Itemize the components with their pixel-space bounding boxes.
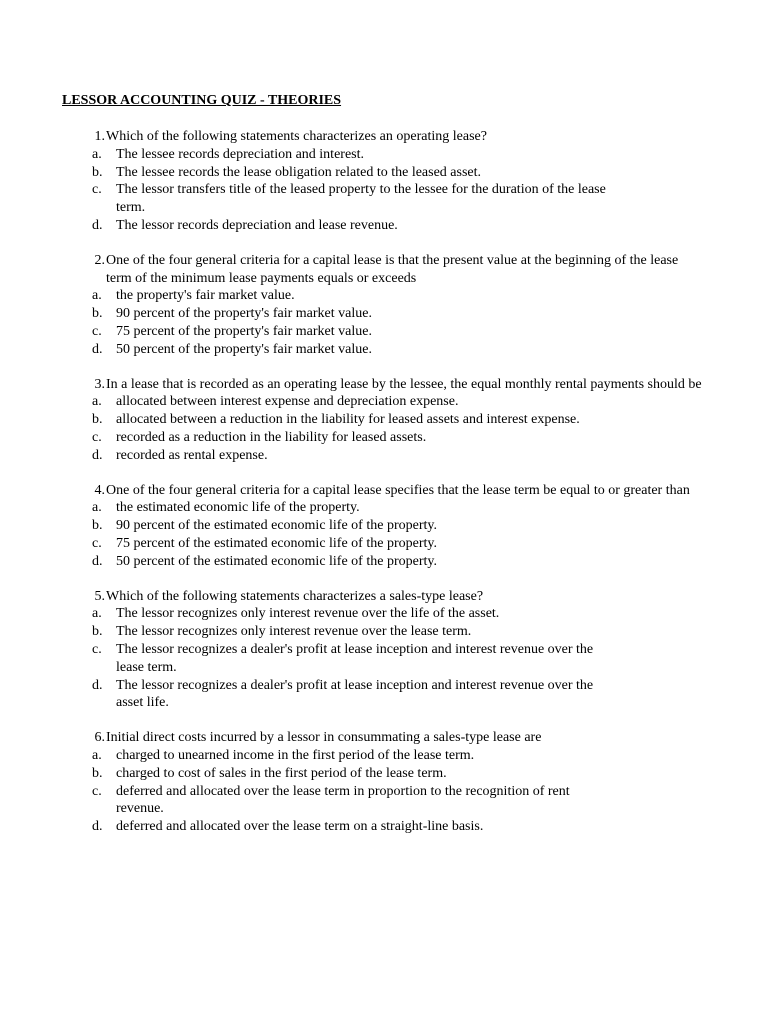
question-number: 5. [94, 588, 105, 604]
choice-text: The lessor recognizes a dealer's profit at lease inception and interest revenue over the lease term. [116, 641, 594, 675]
question-number: 3. [94, 376, 105, 392]
choice-item [62, 393, 702, 411]
choice-letter: b. [92, 164, 103, 180]
choice-text: charged to unearned income in the first period of the lease term. [116, 747, 475, 763]
choice-text: The lessor transfers title of the leased property to the lessee for the duration of the lease term. [116, 182, 606, 216]
choice-item [62, 305, 702, 323]
choice-item [62, 677, 702, 713]
choice-item [62, 747, 702, 765]
choice-text: 50 percent of the property's fair market value. [116, 341, 372, 357]
choice-letter: a. [92, 394, 102, 410]
choice-text: 75 percent of the estimated economic life of the property. [116, 535, 437, 551]
choice-text: 75 percent of the property's fair market value. [116, 323, 372, 339]
choice-letter: d. [92, 819, 103, 835]
choice-letter: b. [92, 518, 103, 534]
choice-item [62, 341, 702, 359]
choice-item [62, 553, 702, 571]
document-page [62, 92, 702, 853]
choice-text: the property's fair market value. [116, 288, 295, 304]
choice-text: The lessor recognizes a dealer's profit at lease inception and interest revenue over the asset life. [116, 677, 594, 711]
choice-letter: b. [92, 412, 103, 428]
choice-item [62, 411, 702, 429]
choice-item [62, 164, 702, 182]
choice-text: deferred and allocated over the lease term in proportion to the recognition of rent revenue. [116, 783, 570, 817]
choice-item [62, 429, 702, 447]
choice-letter: c. [92, 641, 102, 657]
question-4 [62, 482, 702, 571]
choice-item [62, 535, 702, 553]
choice-text: The lessor recognizes only interest revenue over the lease term. [116, 624, 472, 640]
choice-letter: d. [92, 447, 103, 463]
choice-letter: c. [92, 535, 102, 551]
choice-letter: c. [92, 323, 102, 339]
choice-letter: b. [92, 306, 103, 322]
choice-item [62, 287, 702, 305]
question-number: 2. [94, 252, 105, 268]
choice-letter: b. [92, 624, 103, 640]
choice-item [62, 217, 702, 235]
choice-item [62, 783, 702, 819]
choice-text: 90 percent of the property's fair market value. [116, 306, 372, 322]
choice-letter: a. [92, 288, 102, 304]
question-row [62, 588, 702, 606]
choice-letter: a. [92, 146, 102, 162]
question-text: Which of the following statements characterizes a sales-type lease? [106, 588, 484, 604]
choice-item [62, 623, 702, 641]
choice-item [62, 605, 702, 623]
choice-letter: a. [92, 747, 102, 763]
question-row [62, 252, 702, 288]
choice-letter: a. [92, 500, 102, 516]
question-1 [62, 128, 702, 235]
question-row [62, 376, 702, 394]
choice-item [62, 765, 702, 783]
choice-letter: a. [92, 606, 102, 622]
choice-text: allocated between interest expense and depreciation expense. [116, 394, 459, 410]
choice-item [62, 499, 702, 517]
choice-text: 90 percent of the estimated economic life of the property. [116, 518, 437, 534]
question-text: In a lease that is recorded as an operating lease by the lessee, the equal monthly rental payments should be [106, 376, 702, 392]
choice-text: The lessee records depreciation and interest. [116, 146, 365, 162]
choice-letter: d. [92, 677, 103, 693]
question-row [62, 729, 702, 747]
choice-text: recorded as a reduction in the liability for leased assets. [116, 429, 427, 445]
choice-item [62, 146, 702, 164]
choice-letter: c. [92, 783, 102, 799]
question-3 [62, 376, 702, 465]
choice-text: deferred and allocated over the lease term on a straight-line basis. [116, 819, 484, 835]
choice-text: recorded as rental expense. [116, 447, 268, 463]
choice-letter: c. [92, 429, 102, 445]
choice-item [62, 818, 702, 836]
question-2 [62, 252, 702, 359]
choice-text: 50 percent of the estimated economic life of the property. [116, 553, 437, 569]
document-title: LESSOR ACCOUNTING QUIZ - THEORIES [62, 93, 342, 108]
choice-text: allocated between a reduction in the liability for leased assets and interest expense. [116, 412, 580, 428]
choice-letter: d. [92, 341, 103, 357]
choice-letter: b. [92, 765, 103, 781]
choice-letter: c. [92, 182, 102, 198]
question-number: 6. [94, 730, 105, 746]
choice-item [62, 447, 702, 465]
question-text: One of the four general criteria for a capital lease specifies that the lease term be equal to or greater than [106, 482, 690, 498]
question-row [62, 128, 702, 146]
choice-item [62, 181, 702, 217]
question-text: Which of the following statements characterizes an operating lease? [106, 129, 487, 144]
choice-item [62, 323, 702, 341]
question-number: 1. [94, 129, 105, 144]
choice-letter: d. [92, 217, 103, 233]
choice-text: the estimated economic life of the property. [116, 500, 360, 516]
question-6 [62, 729, 702, 836]
question-5 [62, 588, 702, 713]
question-row [62, 482, 702, 500]
choice-item [62, 517, 702, 535]
question-text: One of the four general criteria for a capital lease is that the present value at the beginning of the lease term of the minimum lease payments equals or exceeds [106, 252, 679, 286]
choice-text: charged to cost of sales in the first period of the lease term. [116, 765, 447, 781]
choice-letter: d. [92, 553, 103, 569]
choice-item [62, 641, 702, 677]
question-text: Initial direct costs incurred by a lessor in consummating a sales-type lease are [106, 730, 542, 746]
choice-text: The lessee records the lease obligation related to the leased asset. [116, 164, 482, 180]
choice-text: The lessor recognizes only interest revenue over the life of the asset. [116, 606, 500, 622]
choice-text: The lessor records depreciation and lease revenue. [116, 217, 398, 233]
question-number: 4. [94, 482, 105, 498]
